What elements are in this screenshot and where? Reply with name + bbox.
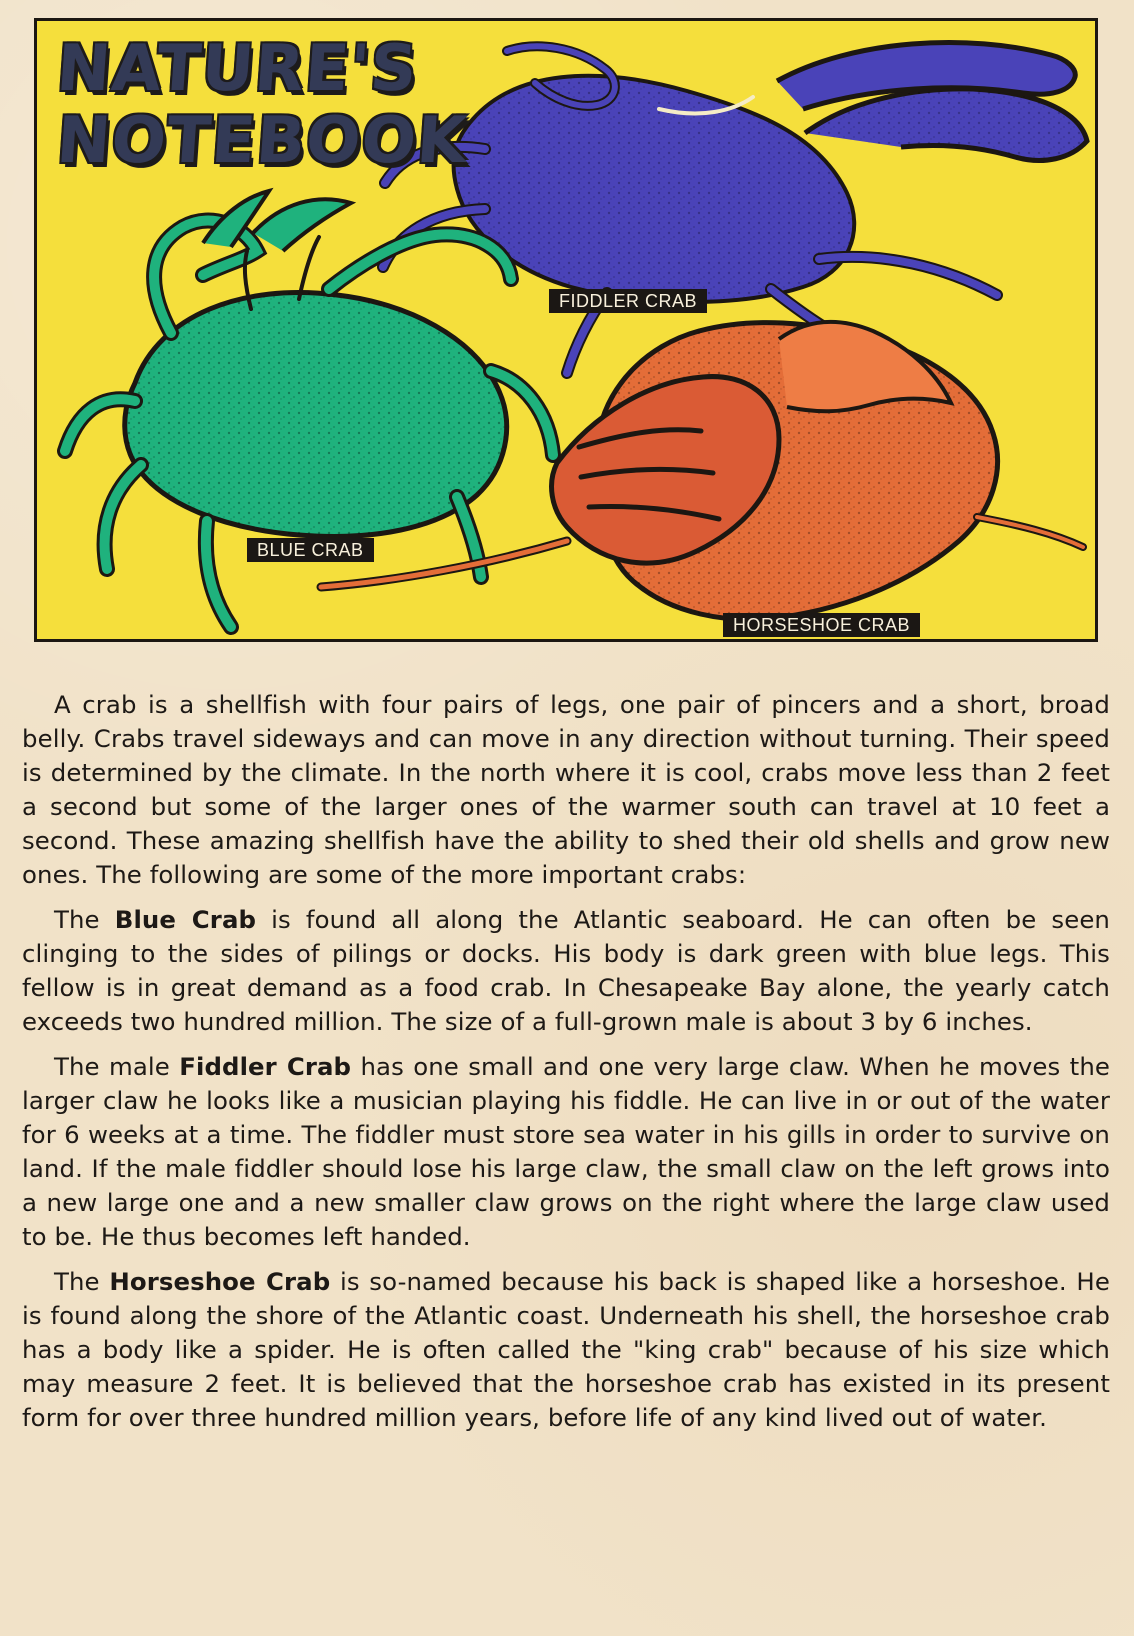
horseshoe-crab-lead: The: [54, 1267, 100, 1296]
horseshoe-crab-label: HORSESHOE CRAB: [723, 613, 920, 637]
fiddler-crab-name: Fiddler Crab: [179, 1052, 352, 1081]
fiddler-crab-label: FIDDLER CRAB: [549, 289, 707, 313]
fiddler-crab-text: has one small and one very large claw. When he moves the larger claw he looks like a musician playing his fiddle. He can live in or out of the water for 6 weeks at a time. The fiddler must store sea water in his gills in order to survive on land. If the male fiddler should lose his large claw, the small claw on the left grows into a new large one and a new smaller claw grows on the right where the large claw used to be. He thus becomes left handed.: [22, 1052, 1111, 1251]
blue-crab-name: Blue Crab: [114, 905, 257, 934]
horseshoe-crab-paragraph: [22, 1265, 1110, 1435]
horseshoe-crab-name: Horseshoe Crab: [109, 1267, 331, 1296]
intro-paragraph: [22, 688, 1110, 892]
fiddler-crab-paragraph: [22, 1050, 1110, 1254]
fiddler-crab-lead: The male: [54, 1052, 170, 1081]
blue-crab-label: BLUE CRAB: [247, 538, 374, 562]
article-text: [22, 688, 1110, 1446]
blue-crab-text: is found all along the Atlantic seaboard. He can often be seen clinging to the sides of pilings or docks. His body is dark green with blue legs. This fellow is in great demand as a food crab. In Chesapeake Bay alone, the yearly catch exceeds two hundred million. The size of a full-grown male is about 3 by 6 inches.: [22, 905, 1110, 1036]
natures-notebook-title-line-2: NOTEBOOK: [54, 104, 471, 178]
blue-crab-paragraph: [22, 903, 1110, 1039]
blue-crab-lead: The: [54, 905, 100, 934]
natures-notebook-title-line-1: NATURE'S: [54, 32, 421, 106]
intro-text: A crab is a shellfish with four pairs of legs, one pair of pincers and a short, broad belly. Crabs travel sideways and can move in any direction without turning. Their speed is determined by the climate. In the north where it is cool, crabs move less than 2 feet a second but some of the larger ones of the warmer south can travel at 10 feet a second. These amazing shellfish have the ability to shed their old shells and grow new ones. The following are some of the more important crabs:: [22, 690, 1110, 889]
natures-notebook-panel: [34, 18, 1098, 642]
horseshoe-crab-text: is so-named because his back is shaped like a horseshoe. He is found along the shore of the Atlantic coast. Underneath his shell, the horseshoe crab has a body like a spider. He is often called the "king crab" because of his size which may measure 2 feet. It is believed that the horseshoe crab has existed in its present form for over three hundred million years, before life of any kind lived out of water.: [22, 1267, 1110, 1432]
